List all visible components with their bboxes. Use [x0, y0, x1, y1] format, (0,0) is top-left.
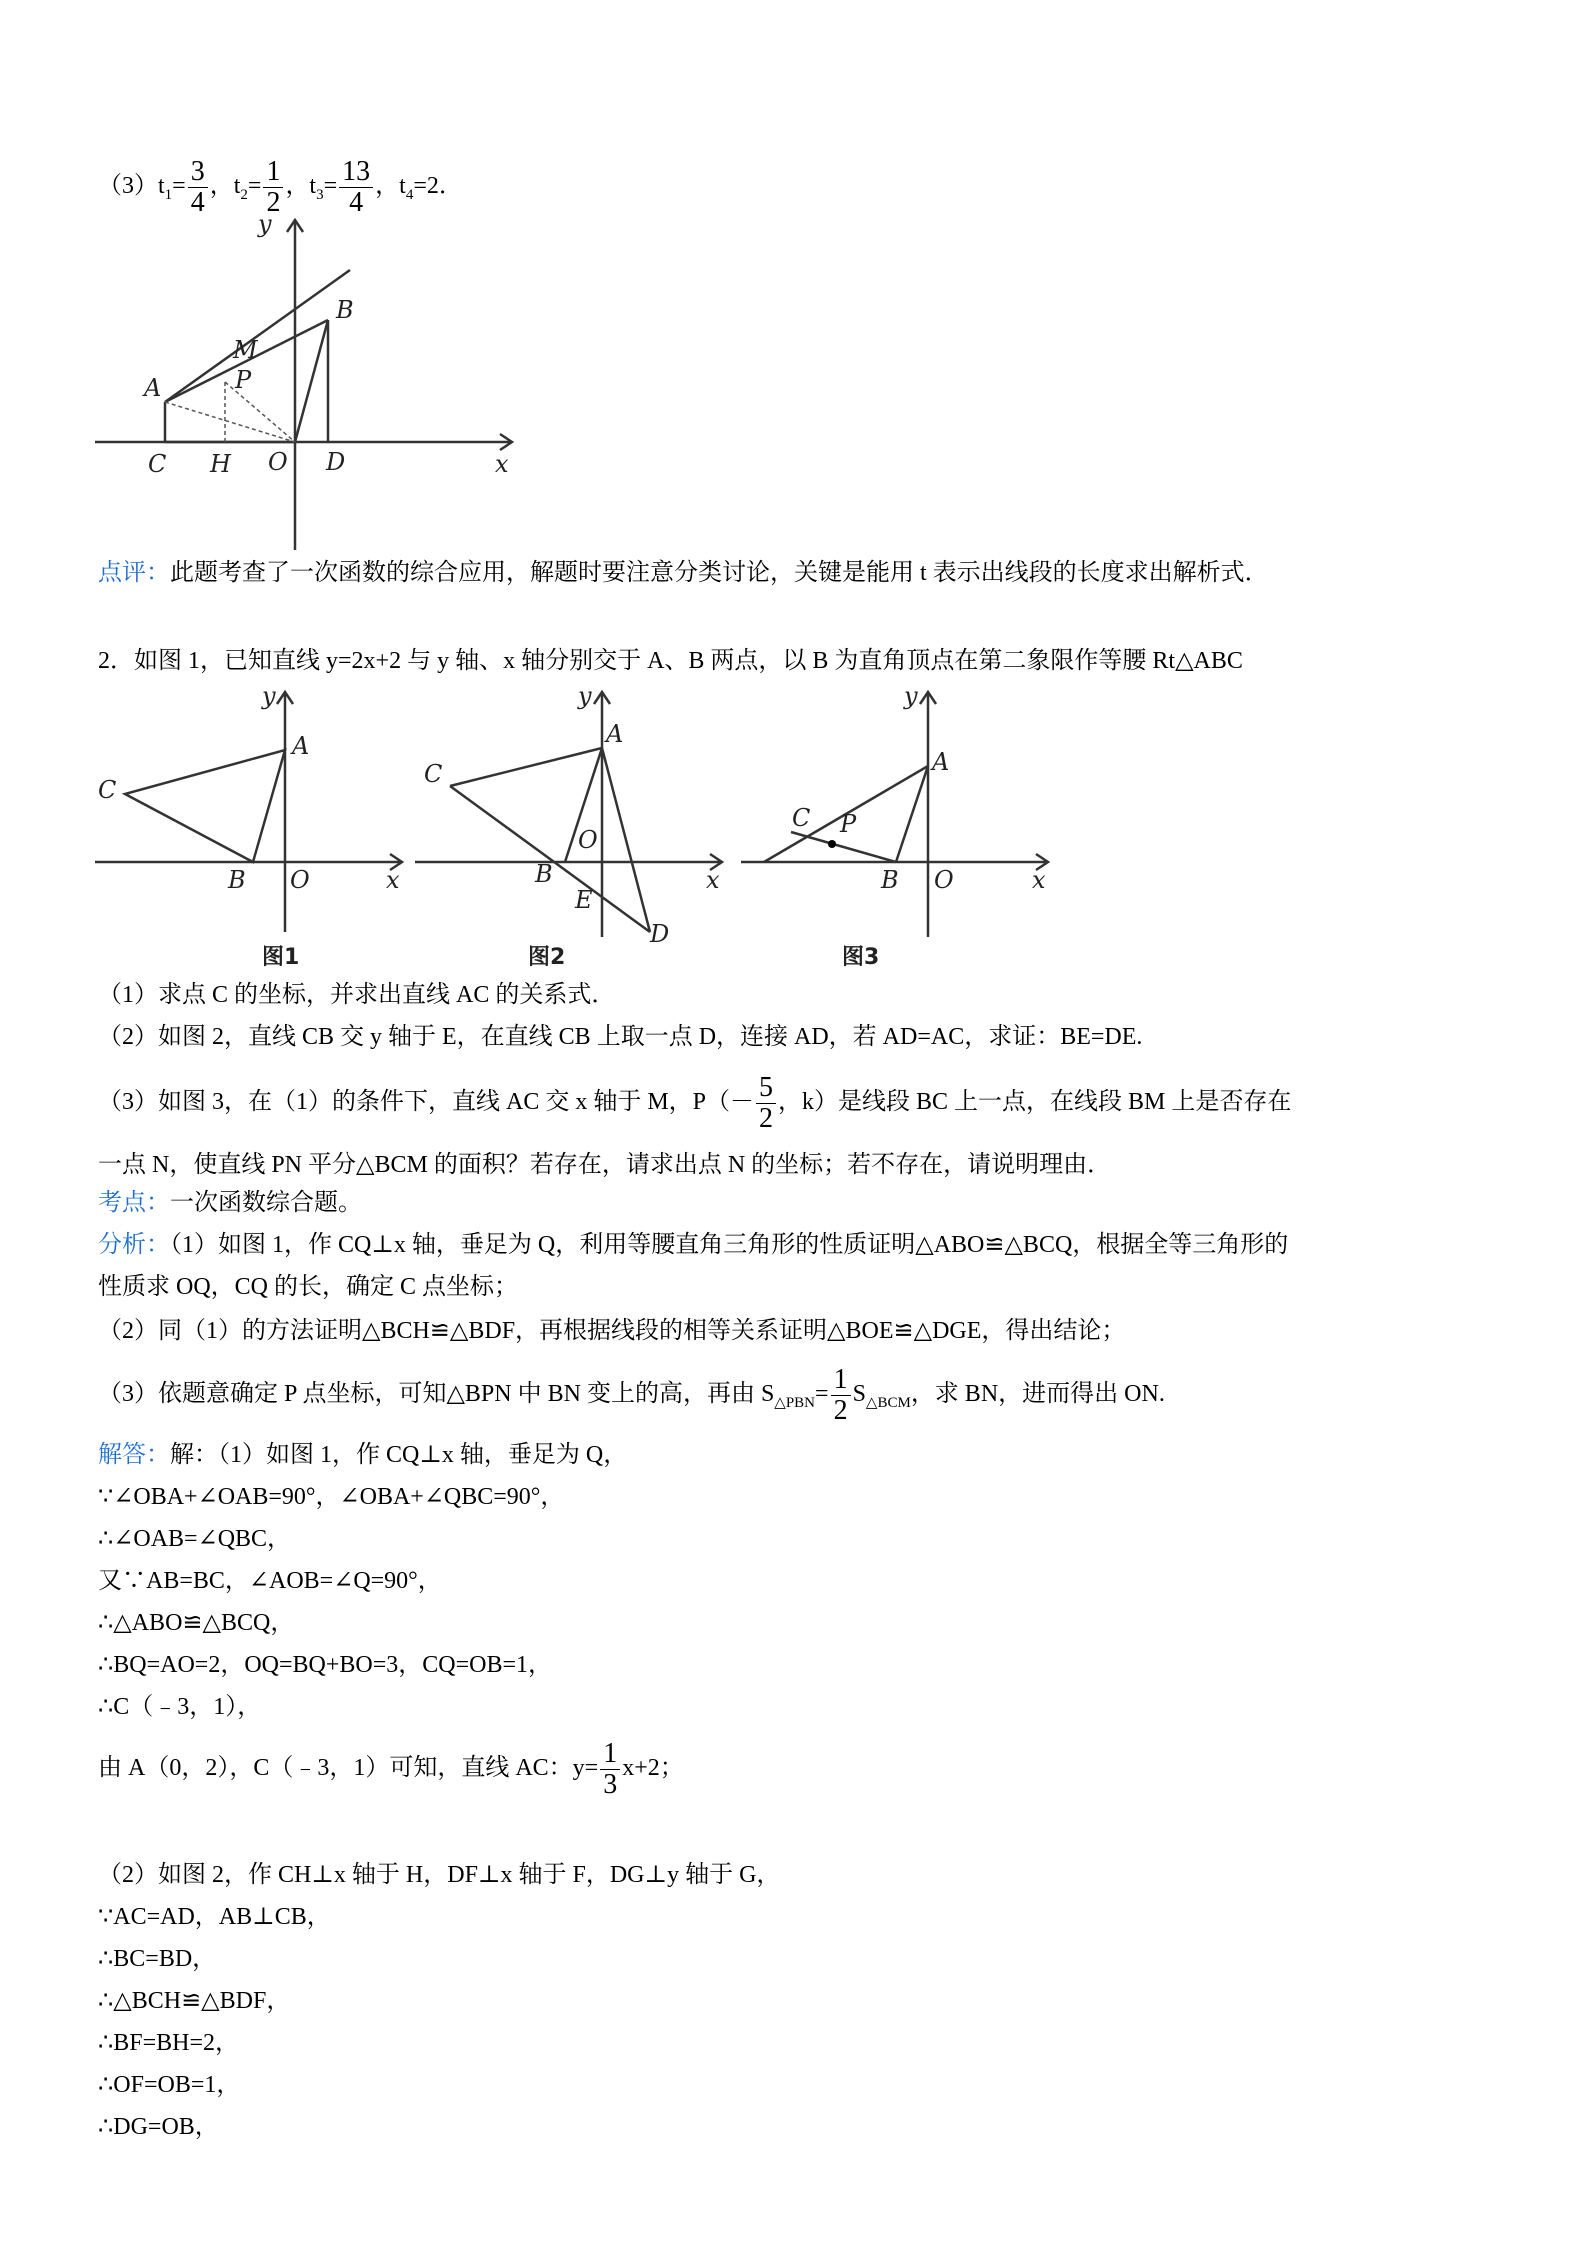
jieda-line-6: ∴C（﹣3，1）， — [98, 1694, 262, 1720]
line-ac — [450, 748, 602, 786]
label-x: x — [1032, 866, 1046, 894]
label-h: H — [210, 450, 231, 478]
question-1: （1）求点 C 的坐标，并求出直线 AC 的关系式． — [98, 982, 616, 1008]
subscript: 2 — [240, 186, 248, 203]
line-ao — [165, 402, 295, 442]
jieda-line-3: 又∵AB=BC，∠AOB=∠Q=90°， — [98, 1568, 442, 1594]
label-p: P — [235, 366, 252, 394]
label-b: B — [228, 866, 246, 894]
label-m: M — [233, 336, 258, 364]
fraction-denominator: 3 — [603, 1769, 618, 1800]
label-y: y — [578, 682, 592, 710]
question-3 — [98, 1074, 1291, 1133]
point-p — [828, 840, 836, 848]
fraction-denominator: 2 — [759, 1103, 774, 1134]
subscript: 1 — [164, 186, 173, 203]
label-x: x — [706, 866, 720, 894]
triangle-abc — [125, 750, 285, 862]
fraction-denominator: 4 — [349, 187, 364, 218]
label-o: O — [268, 448, 288, 476]
review-line — [98, 556, 1269, 590]
jieda-line-5: ∴BQ=AO=2，OQ=BQ+BO=3，CQ=OB=1， — [98, 1652, 553, 1678]
label-x: x — [386, 866, 400, 894]
label-d: D — [326, 448, 346, 476]
fraction — [831, 1366, 851, 1425]
part2-line-2: ∴BC=BD， — [98, 1946, 217, 1972]
jieda-line-2: ∴∠OAB=∠QBC， — [98, 1526, 292, 1552]
text: ，k）是线段 BC 上一点，在线段 BM 上是否存在 — [778, 1089, 1292, 1116]
fraction-numerator: 1 — [600, 1740, 620, 1770]
part3-answer: $(3)t_1=$ $\frac{3}{4}$ ，$t_2=$ $\frac{1}{2}$ ，$t_3=$ $\frac{13}{4}$ ，$t_4=2$． — [98, 156, 463, 218]
part2-line-4: ∴BF=BH=2， — [98, 2030, 240, 2056]
jieda-line-0 — [98, 1438, 627, 1472]
fenxi-line4 — [98, 1366, 1165, 1425]
fraction-numerator: 3 — [188, 158, 208, 188]
text: ，t — [285, 173, 317, 200]
fenxi-label: 分析： — [98, 1232, 170, 1258]
figure-caption: 图1 — [262, 945, 300, 970]
label-x: x — [495, 450, 509, 478]
label-a: A — [932, 748, 950, 776]
fraction-denominator: 4 — [190, 187, 205, 218]
jieda-line-4: ∴△ABO≌△BCQ， — [98, 1610, 295, 1636]
text: x+2； — [622, 1755, 684, 1782]
fraction — [339, 158, 373, 217]
text: 由 A（0，2），C（﹣3，1）可知，直线 AC：y= — [98, 1755, 599, 1782]
fraction-numerator: 1 — [263, 158, 283, 188]
line-cd — [450, 786, 650, 932]
subscript: △PBN — [774, 1394, 816, 1411]
problem2-statement: 2．如图 1，已知直线 y=2x+2 与 y 轴、x 轴分别交于 A、B 两点，以 B 为直角顶点在第二象限作等腰 Rt△ABC — [98, 648, 1243, 674]
label-e: E — [575, 886, 593, 914]
part2-line-0: （2）如图 2，作 CH⊥x 轴于 H，DF⊥x 轴于 F，DG⊥y 轴于 G， — [98, 1862, 781, 1888]
question-2: （2）如图 2，直线 CB 交 y 轴于 E，在直线 CB 上取一点 D，连接 AD，若 AD=AC，求证：BE=DE. — [98, 1024, 1143, 1050]
fraction-numerator: 1 — [831, 1366, 851, 1396]
label-o: O — [578, 826, 598, 854]
fenxi-line2: 性质求 OQ，CQ 的长，确定 C 点坐标； — [98, 1274, 519, 1300]
fraction-denominator: 2 — [833, 1395, 848, 1426]
text: =2． — [413, 173, 463, 200]
fraction — [188, 158, 208, 217]
line-ad — [602, 748, 650, 932]
fenxi-line3: （2）同（1）的方法证明△BCH≌△BDF，再根据线段的相等关系证明△BOE≌△DGE，得出结论； — [98, 1318, 1126, 1344]
subscript: △BCM — [865, 1394, 911, 1411]
label-p: P — [840, 810, 857, 838]
label-y: y — [262, 682, 276, 710]
line-ab — [896, 766, 928, 862]
label-o: O — [934, 866, 954, 894]
label-c: C — [98, 776, 117, 804]
label-a: A — [292, 732, 310, 760]
label-b: B — [336, 296, 354, 324]
text: （3）依题意确定 P 点坐标，可知△BPN 中 BN 变上的高，再由 S — [98, 1381, 775, 1408]
jieda-text: 解：（1）如图 1，作 CQ⊥x 轴，垂足为 Q， — [170, 1442, 628, 1468]
ac-line-equation — [98, 1740, 684, 1799]
part2-line-5: ∴OF=OB=1， — [98, 2072, 241, 2098]
label-a: A — [144, 374, 162, 402]
text: S — [852, 1381, 866, 1408]
figure-caption: 图2 — [528, 945, 566, 970]
line-bo — [295, 320, 328, 442]
text: ，t — [375, 173, 406, 200]
figure-caption: 图3 — [842, 945, 880, 970]
label-d: D — [650, 920, 670, 948]
figure-1 — [90, 682, 410, 972]
label-b: B — [881, 866, 899, 894]
label-o: O — [290, 866, 310, 894]
kaodian-text: 一次函数综合题。 — [170, 1190, 362, 1216]
text: ，求 BN，进而得出 ON. — [910, 1381, 1165, 1408]
fenxi-line1 — [98, 1228, 1288, 1262]
subscript: 3 — [316, 186, 324, 203]
label-y: y — [258, 210, 272, 238]
text: = — [815, 1381, 829, 1408]
jieda-label: 解答： — [98, 1442, 170, 1468]
kaodian-line — [98, 1186, 362, 1220]
fraction — [263, 158, 283, 217]
part2-line-1: ∵AC=AD，AB⊥CB， — [98, 1904, 331, 1930]
review-label: 点评： — [98, 560, 170, 586]
subscript: 4 — [405, 186, 414, 203]
figure-2 — [410, 682, 730, 972]
fraction-numerator: 13 — [339, 158, 373, 188]
jieda-line-1: ∵∠OBA+∠OAB=90°，∠OBA+∠QBC=90°， — [98, 1484, 565, 1510]
label-c: C — [424, 760, 443, 788]
fraction-numerator: 5 — [756, 1074, 776, 1104]
text: （3）如图 3，在（1）的条件下，直线 AC 交 x 轴于 M，P（ — [98, 1089, 731, 1116]
question-3-line2: 一点 N，使直线 PN 平分△BCM 的面积？若存在，请求出点 N 的坐标；若不存在，请说明理由． — [98, 1152, 1112, 1178]
label-c: C — [792, 804, 811, 832]
label-y: y — [904, 682, 918, 710]
minus-sign: － — [730, 1089, 755, 1116]
fraction-denominator: 2 — [266, 187, 281, 218]
fenxi-text: （1）如图 1，作 CQ⊥x 轴，垂足为 Q，利用等腰直角三角形的性质证明△ABO≌△BCQ，根据全等三角形的 — [170, 1232, 1289, 1258]
label-b: B — [535, 860, 553, 888]
label-c: C — [148, 450, 167, 478]
review-text: 此题考查了一次函数的综合应用，解题时要注意分类讨论，关键是能用 t 表示出线段的长度求出解析式． — [170, 560, 1269, 586]
fraction — [756, 1074, 776, 1133]
part2-line-6: ∴DG=OB， — [98, 2114, 219, 2140]
text: （3）t — [98, 173, 165, 200]
figure-top-coordinate-graph — [90, 210, 530, 560]
label-a: A — [606, 720, 624, 748]
part2-line-3: ∴△BCH≌△BDF， — [98, 1988, 291, 2014]
kaodian-label: 考点： — [98, 1190, 170, 1216]
figure-3 — [736, 682, 1056, 972]
fraction — [600, 1740, 620, 1799]
text: ，t — [209, 173, 241, 200]
